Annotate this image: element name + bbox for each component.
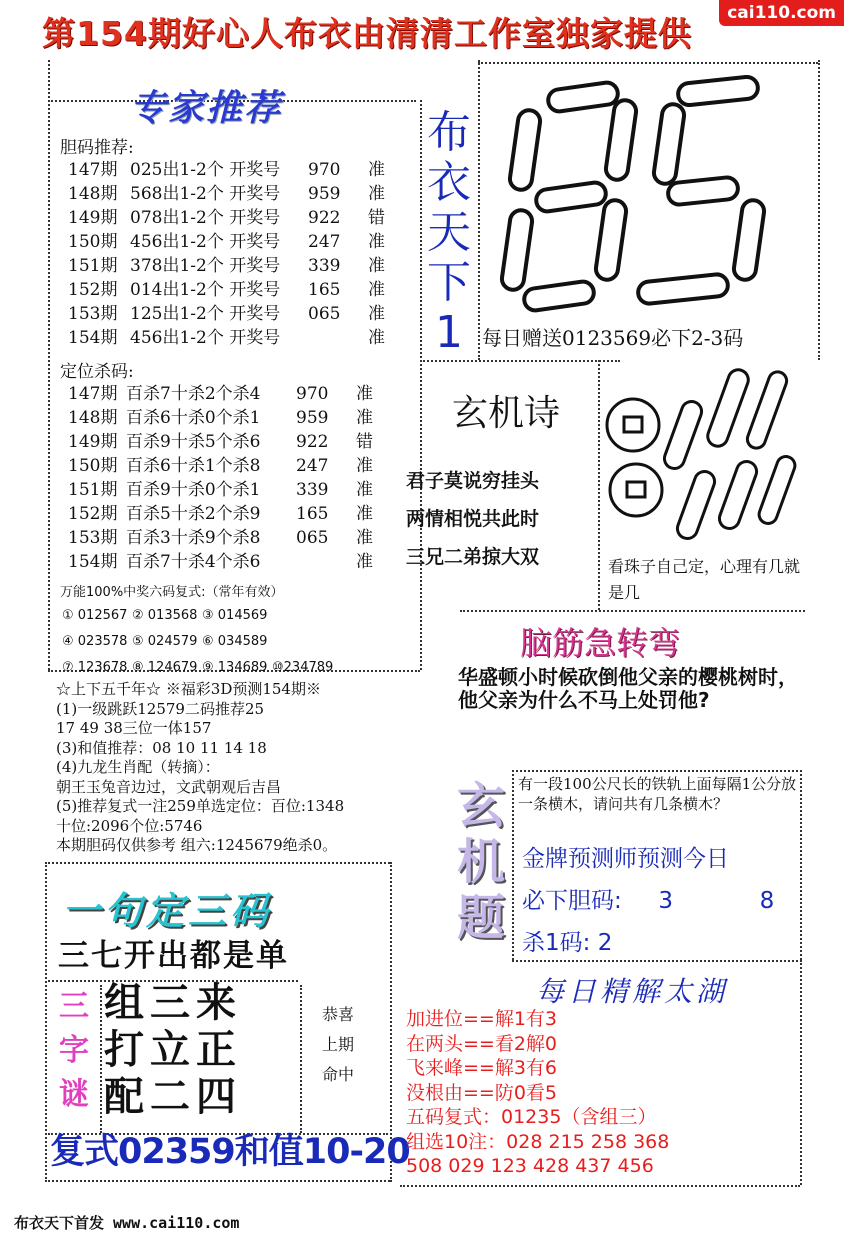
combo-row (62, 629, 342, 655)
combo-cell: ⑩234789 (272, 660, 334, 675)
predict-line: (5)推荐复式一注259单选定位：百位:1348 (56, 797, 345, 815)
divider (300, 985, 302, 1133)
dan-row (68, 230, 408, 254)
combo-cell: ⑥ 034589 (202, 634, 268, 649)
pos-cell: 151期 (68, 480, 118, 500)
divider (800, 770, 802, 960)
pos-cell: 959 (296, 408, 329, 428)
yiju-line: 三七开出都是单 (58, 938, 289, 974)
pos-row (68, 526, 396, 550)
combo-cell: ③ 014569 (202, 608, 268, 623)
pos-title: 定位杀码: (60, 362, 134, 382)
congrats-line: 恭喜 (322, 1005, 355, 1024)
buyi-char: 下 (427, 257, 471, 308)
predict-line: 朝王玉兔音边过，文武朝观后吉昌 (56, 777, 282, 796)
dan-cell (308, 326, 368, 350)
combo-row (62, 655, 342, 681)
dan-row (68, 278, 408, 302)
dan-row (68, 302, 408, 326)
dan-cell: 014出1-2个 开奖号 (130, 280, 281, 300)
pos-cell: 148期 (68, 408, 118, 428)
pos-row (68, 550, 396, 574)
pos-cell: 152期 (68, 504, 118, 524)
combo-cell: ⑨ 134689 (202, 660, 268, 675)
dan-table (68, 158, 408, 350)
expert-heading: 专家推荐 (130, 88, 283, 129)
gold-title: 金牌预测师预测今日 (522, 846, 729, 872)
dan-cell: 准 (368, 160, 385, 180)
pos-cell: 百杀6十杀1个杀8 (126, 456, 261, 476)
combo-cell: ⑤ 024579 (132, 634, 198, 649)
pos-cell: 准 (356, 384, 373, 404)
dan-cell: 959 (308, 184, 341, 204)
pos-cell: 247 (296, 456, 329, 476)
divider (420, 100, 422, 670)
pos-row (68, 382, 396, 406)
pos-cell: 149期 (68, 432, 118, 452)
riddle-tag-vertical (52, 985, 96, 1117)
dan-cell: 247 (308, 232, 341, 252)
must-b: 8 (759, 888, 775, 914)
dan-cell: 151期 (68, 256, 118, 276)
pos-cell: 百杀7十杀4个杀6 (126, 552, 261, 572)
xuanji-ti-char: 机 (456, 834, 505, 890)
pos-cell: 错 (356, 432, 373, 452)
pos-cell: 154期 (68, 552, 118, 572)
buyi-char: 天 (427, 207, 471, 258)
combo-table (62, 603, 342, 681)
poem-line: 君子莫说穷挂头 (406, 470, 540, 492)
dan-cell: 125出1-2个 开奖号 (130, 304, 281, 324)
kill-line (522, 924, 612, 957)
pos-cell: 339 (296, 480, 329, 500)
dan-cell: 456出1-2个 开奖号 (130, 328, 281, 348)
pos-cell: 准 (356, 480, 373, 500)
kill-val: 2 (597, 930, 613, 956)
buyi-char: 布 (427, 107, 471, 158)
pos-row (68, 478, 396, 502)
predict-line: ☆上下五千年☆ ※福彩3D预测154期※ (56, 680, 321, 698)
taihu-lines (406, 1007, 669, 1179)
pos-row (68, 430, 396, 454)
beads-illustration (598, 360, 808, 555)
combo-cell: ④ 023578 (62, 634, 128, 649)
dan-row (68, 326, 408, 350)
dan-cell: 065 (308, 304, 341, 324)
divider (478, 60, 480, 360)
dan-cell: 错 (368, 208, 385, 228)
dan-cell: 165 (308, 280, 341, 300)
dan-cell: 568出1-2个 开奖号 (130, 184, 281, 204)
yiju-heading: 一句定三码 (62, 889, 273, 933)
pos-row (68, 502, 396, 526)
taihu-line: 没根由==防0看5 (406, 1081, 558, 1104)
divider (800, 960, 802, 1185)
dan-cell: 922 (308, 208, 341, 228)
taihu-line: 508 029 123 428 437 456 (406, 1155, 654, 1177)
pos-row (68, 406, 396, 430)
pos-cell: 165 (296, 504, 329, 524)
divider (45, 862, 390, 864)
divider (45, 862, 47, 1182)
taihu-line: 在两头==看2解0 (406, 1032, 558, 1055)
kill-label: 杀1码: (522, 930, 591, 956)
poem-heading: 玄机诗 (452, 393, 561, 434)
pos-cell: 百杀5十杀2个杀9 (126, 504, 261, 524)
brain-question: 华盛顿小时候砍倒他父亲的樱桃树时，他父亲为什么不马上处罚他? (458, 665, 798, 712)
pos-cell: 准 (356, 504, 373, 524)
pos-cell: 准 (356, 408, 373, 428)
dan-cell: 148期 (68, 184, 118, 204)
footer[interactable]: 布衣天下首发 www.cai110.com (14, 1214, 240, 1232)
pos-cell: 150期 (68, 456, 118, 476)
yiju-footer: 复式02359和值10-20 (50, 1132, 410, 1172)
pos-row (68, 454, 396, 478)
riddle-line: 组三来 (104, 980, 242, 1026)
predict-line: (1)一级跳跃12579二码推荐25 (56, 699, 265, 718)
combo-cell: ② 013568 (132, 608, 198, 623)
brain-heading: 脑筋急转弯 (520, 624, 681, 662)
xuanji-question: 有一段100公尺长的铁轨上面每隔1公分放一条横木，请问共有几条横木？ (518, 775, 797, 813)
riddle-lines (104, 980, 242, 1121)
page-title: 第154期好心人布衣由清清工作室独家提供 (42, 14, 692, 53)
congrats-line: 上期 (322, 1035, 355, 1054)
dan-cell: 152期 (68, 280, 118, 300)
must-line (522, 882, 774, 915)
must-label: 必下胆码: (522, 888, 622, 914)
combo-title: 万能100%中奖六码复式:（常年有效） (60, 585, 284, 600)
dan-cell: 339 (308, 256, 341, 276)
taihu-line: 组选10注：028 215 258 368 (406, 1130, 670, 1153)
xuanji-ti-char: 题 (456, 890, 505, 946)
pos-cell: 百杀9十杀0个杀1 (126, 480, 261, 500)
predict-line: 本期胆码仅供参考 组六:1245679绝杀0。 (56, 836, 338, 854)
divider (512, 770, 802, 772)
dan-cell: 准 (368, 184, 385, 204)
dan-cell: 准 (368, 280, 385, 300)
poem-lines (406, 462, 539, 576)
dan-row (68, 182, 408, 206)
dan-cell: 150期 (68, 232, 118, 252)
divider (400, 1185, 800, 1187)
combo-cell: ⑦ 123678 (62, 660, 128, 675)
pos-cell: 153期 (68, 528, 118, 548)
pos-cell (296, 550, 356, 574)
dan-title: 胆码推荐: (60, 138, 134, 158)
divider (478, 62, 818, 64)
predict-line: 17 49 38三位一体157 (56, 719, 212, 737)
big-number-85 (488, 70, 798, 330)
combo-cell: ⑧ 124679 (132, 660, 198, 675)
congrats-line: 命中 (322, 1065, 355, 1084)
riddle-tag-char: 字 (59, 1033, 89, 1068)
dan-cell: 准 (368, 328, 385, 348)
predict-lines (56, 680, 344, 856)
pos-cell: 准 (356, 552, 373, 572)
dan-row (68, 254, 408, 278)
riddle-line: 配二四 (104, 1074, 242, 1120)
pos-table (68, 382, 396, 574)
taihu-line: 五码复式：01235（含组三） (406, 1106, 657, 1128)
poem-line: 三兄二弟掠大双 (406, 546, 540, 568)
predict-line: (3)和值推荐：08 10 11 14 18 (56, 738, 267, 757)
pos-cell: 百杀6十杀0个杀1 (126, 408, 261, 428)
buyi-char: 衣 (427, 157, 471, 208)
riddle-tag-char: 三 (59, 989, 89, 1024)
predict-line: (4)九龙生肖配（转摘）： (56, 758, 220, 776)
divider (512, 960, 802, 962)
buyi-vertical (424, 108, 474, 358)
dan-cell: 准 (368, 256, 385, 276)
divider (420, 360, 620, 362)
riddle-line: 打立正 (104, 1027, 242, 1073)
pos-cell: 准 (356, 528, 373, 548)
dan-cell: 准 (368, 304, 385, 324)
must-a: 3 (658, 888, 674, 914)
congrats (322, 1000, 354, 1090)
combo-cell: ① 012567 (62, 608, 128, 623)
pos-cell: 147期 (68, 384, 118, 404)
dan-cell: 154期 (68, 328, 118, 348)
combo-row (62, 603, 342, 629)
dan-cell: 147期 (68, 160, 118, 180)
dan-cell: 149期 (68, 208, 118, 228)
pos-cell: 922 (296, 432, 329, 452)
pos-cell: 065 (296, 528, 329, 548)
divider (48, 60, 50, 670)
predict-line: 十位:2096个位:5746 (56, 816, 203, 835)
dan-row (68, 158, 408, 182)
divider (512, 770, 514, 960)
taihu-line: 加进位==解1有3 (406, 1008, 558, 1030)
divider (818, 60, 820, 360)
divider (460, 610, 805, 612)
dan-cell: 153期 (68, 304, 118, 324)
buyi-char: 1 (435, 307, 463, 358)
daily-gift: 每日赠送0123569必下2-3码 (482, 326, 744, 350)
dan-cell: 970 (308, 160, 341, 180)
site-badge[interactable]: cai110.com (719, 0, 844, 26)
xuanji-ti-char: 玄 (456, 778, 505, 834)
dan-cell: 378出1-2个 开奖号 (130, 256, 281, 276)
taihu-heading: 每日精解太湖 (536, 975, 729, 1008)
poem-note: 看珠子自己定，心理有几就是几 (608, 557, 801, 602)
poem-line: 两情相悦共此时 (406, 508, 540, 530)
pos-cell: 百杀3十杀9个杀8 (126, 528, 261, 548)
divider (100, 985, 102, 1133)
pos-cell: 百杀7十杀2个杀4 (126, 384, 261, 404)
dan-cell: 456出1-2个 开奖号 (130, 232, 281, 252)
pos-cell: 准 (356, 456, 373, 476)
taihu-line: 飞来峰==解3有6 (406, 1057, 558, 1079)
pos-cell: 百杀9十杀5个杀6 (126, 432, 261, 452)
divider (45, 1180, 390, 1182)
dan-cell: 025出1-2个 开奖号 (130, 160, 281, 180)
pos-cell: 970 (296, 384, 329, 404)
dan-cell: 078出1-2个 开奖号 (130, 208, 281, 228)
dan-cell: 准 (368, 232, 385, 252)
xuanji-ti-vertical (452, 778, 510, 946)
dan-row (68, 206, 408, 230)
riddle-tag-char: 谜 (59, 1077, 89, 1112)
